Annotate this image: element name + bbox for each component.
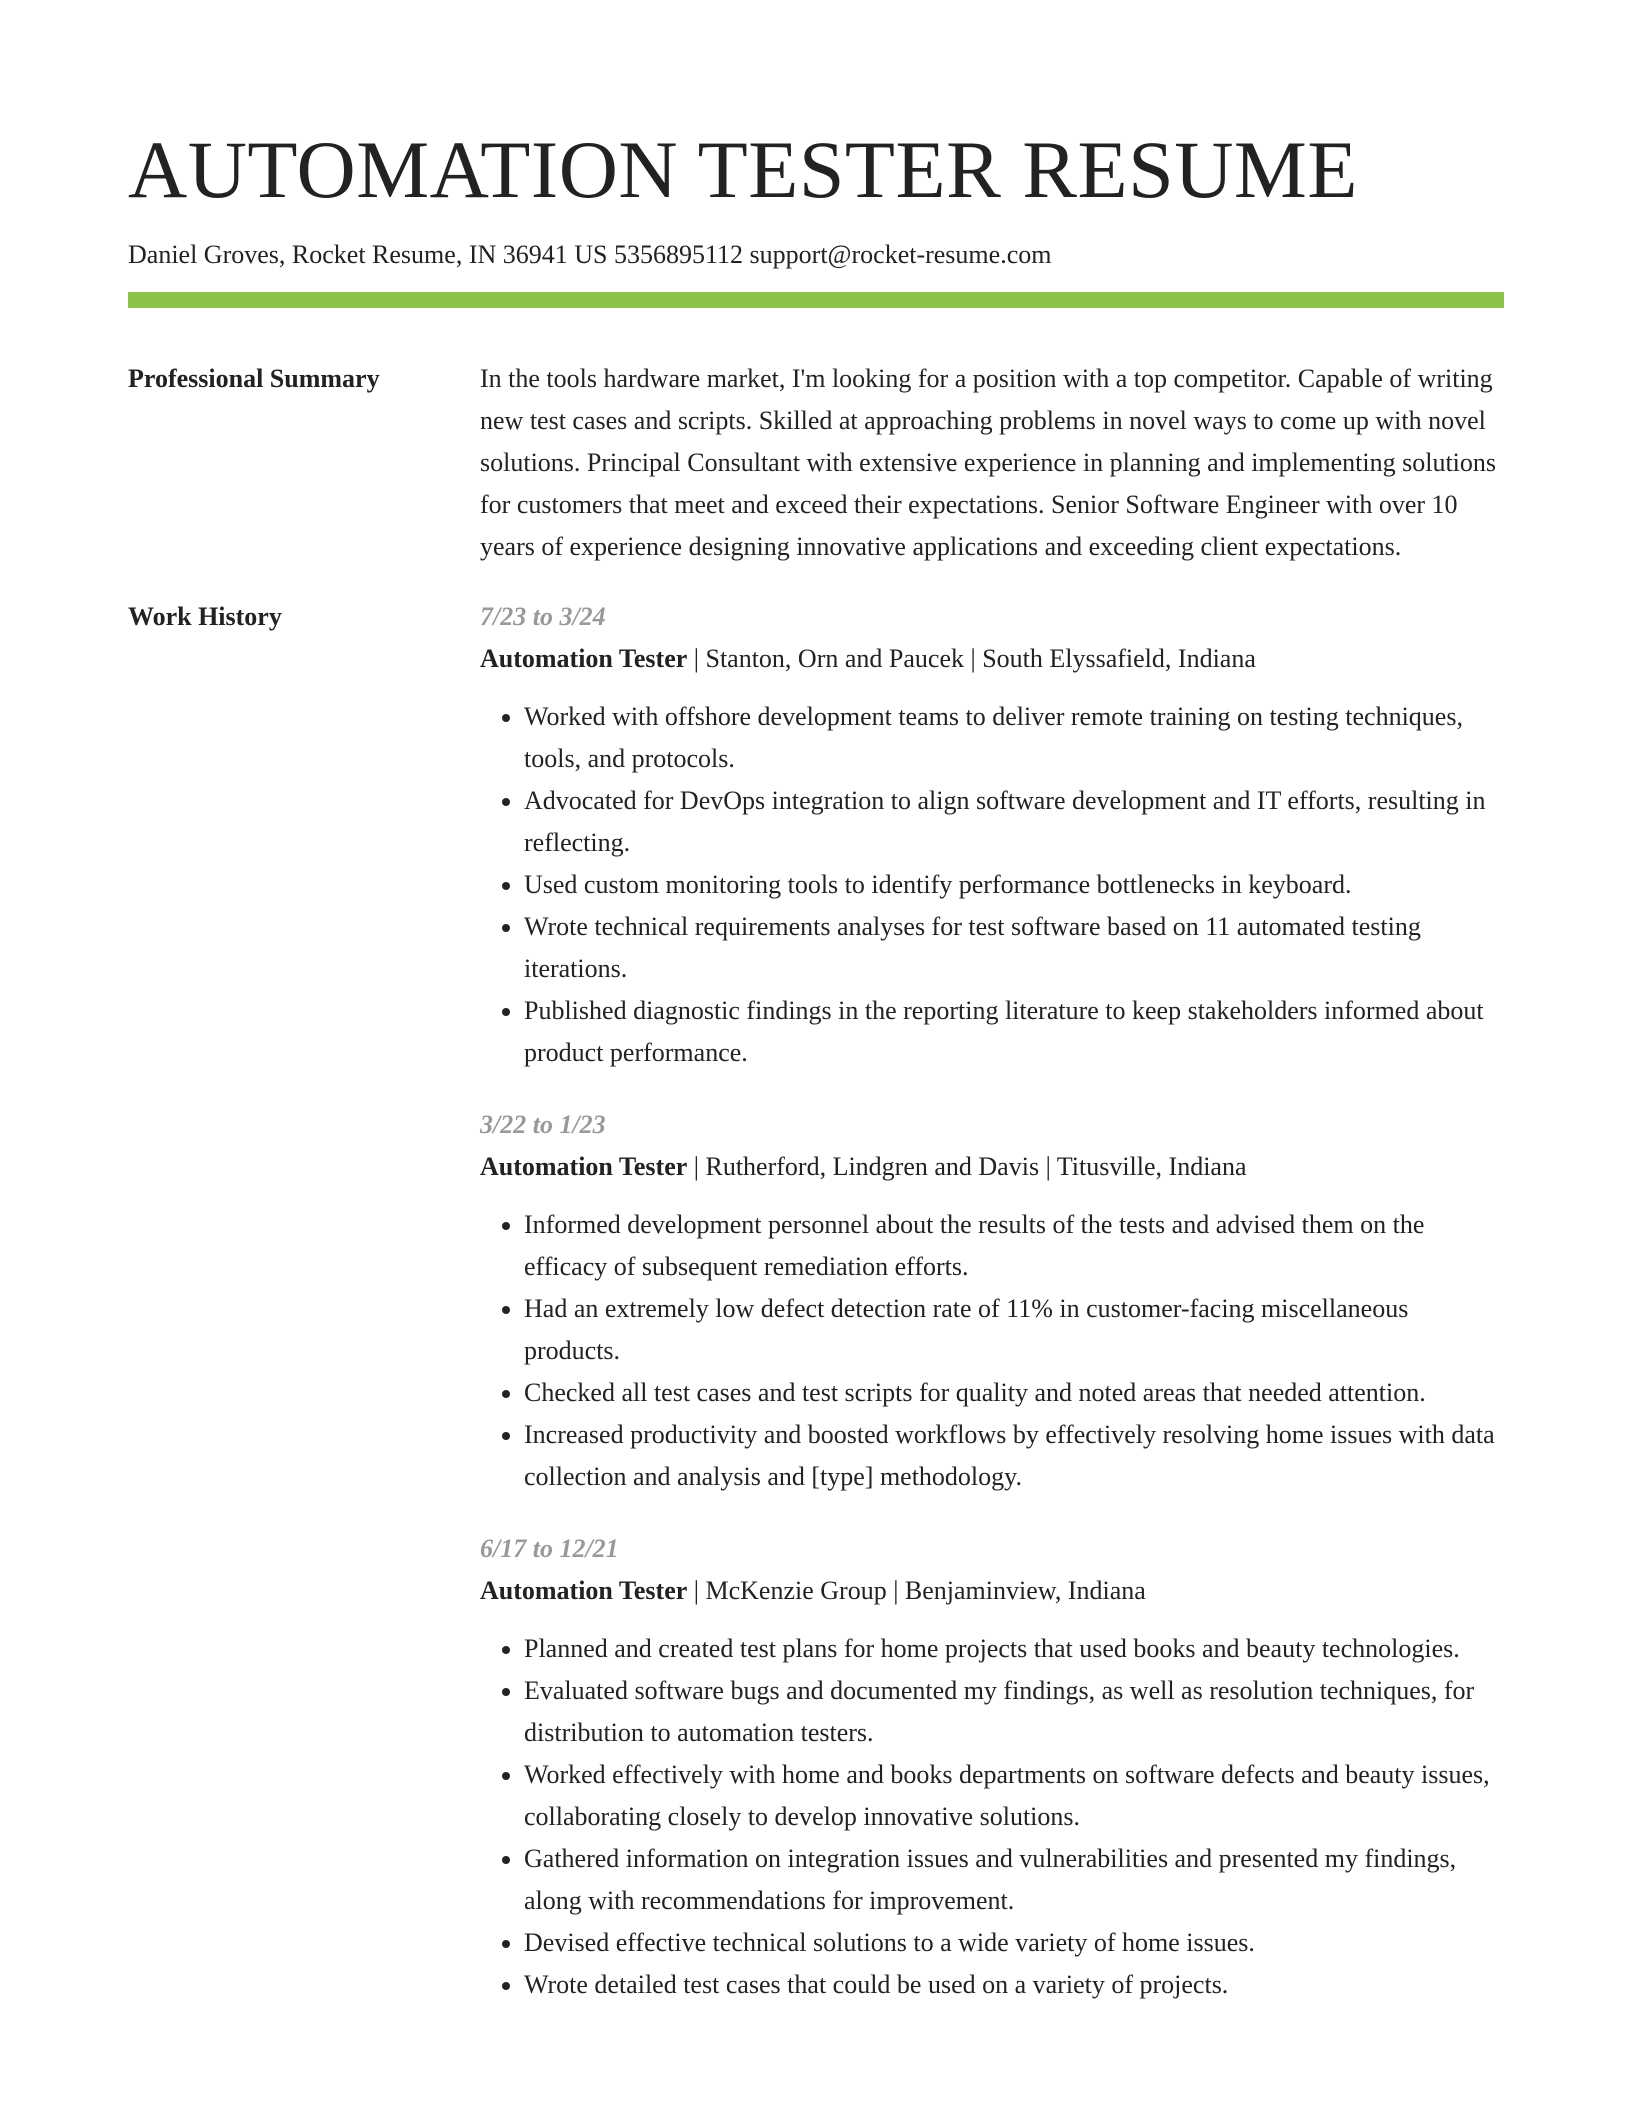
work-history-label: Work History [128, 602, 282, 631]
job-bullet: • Evaluated software bugs and documented my findings, as well as resolution techniques, for distribution to automation testers. [524, 1670, 1504, 1754]
job-details: | Rutherford, Lindgren and Davis | Titusville, Indiana [687, 1152, 1247, 1181]
accent-divider [128, 292, 1504, 308]
contact-email[interactable]: support@rocket-resume.com [749, 240, 1052, 269]
job-entry [480, 596, 1504, 1074]
job-bullets [480, 1204, 1504, 1498]
work-history-section [128, 596, 1504, 2036]
resume-title: AUTOMATION TESTER RESUME [128, 124, 1358, 215]
resume-page [128, 0, 1504, 2036]
job-bullet: • Planned and created test plans for home projects that used books and beauty technologies. [524, 1628, 1504, 1670]
job-bullet: • Published diagnostic findings in the reporting literature to keep stakeholders informed about product performance. [524, 990, 1504, 1074]
job-heading [480, 638, 1504, 680]
job-bullet: • Increased productivity and boosted workflows by effectively resolving home issues with data collection and analysis and [type] methodology. [524, 1414, 1504, 1498]
job-dates: 6/17 to 12/21 [480, 1534, 619, 1563]
contact-phone: 5356895112 [614, 240, 744, 269]
job-bullets [480, 1628, 1504, 2006]
job-bullet: • Gathered information on integration issues and vulnerabilities and presented my findings, along with recommendations for improvement. [524, 1838, 1504, 1922]
job-bullet: • Used custom monitoring tools to identify performance bottlenecks in keyboard. [524, 864, 1504, 906]
job-details: | McKenzie Group | Benjaminview, Indiana [687, 1576, 1146, 1605]
job-entry [480, 1528, 1504, 2006]
job-bullet: • Worked with offshore development teams to deliver remote training on testing techniques, tools, and protocols. [524, 696, 1504, 780]
job-bullet: • Informed development personnel about the results of the tests and advised them on the efficacy of subsequent remediation efforts. [524, 1204, 1504, 1288]
contact-line [128, 238, 1504, 272]
job-bullets [480, 696, 1504, 1074]
job-dates: 3/22 to 1/23 [480, 1110, 606, 1139]
job-heading [480, 1146, 1504, 1188]
job-bullet: • Wrote technical requirements analyses for test software based on 11 automated testing iterations. [524, 906, 1504, 990]
contact-name: Daniel Groves, [128, 240, 286, 269]
job-dates: 7/23 to 3/24 [480, 602, 606, 631]
contact-address: Rocket Resume, IN 36941 US [291, 240, 608, 269]
job-title: Automation Tester [480, 644, 688, 673]
summary-text: In the tools hardware market, I'm looking for a position with a top competitor. Capable of writing new test cases and scripts. Skilled at approaching problems in novel ways to come up with novel solutions. Principal Consultant with extensive experience in planning and implementing solutions for customers that meet and exceed their expectations. Senior Software Engineer with over 10 years of experience designing innovative applications and exceeding client expectations. [480, 364, 1497, 561]
job-bullet: • Checked all test cases and test scripts for quality and noted areas that needed attention. [524, 1372, 1504, 1414]
job-bullet: • Had an extremely low defect detection rate of 11% in customer-facing miscellaneous products. [524, 1288, 1504, 1372]
job-title: Automation Tester [480, 1576, 688, 1605]
summary-label: Professional Summary [128, 364, 380, 393]
job-entry [480, 1104, 1504, 1498]
job-bullet: • Devised effective technical solutions to a wide variety of home issues. [524, 1922, 1504, 1964]
job-heading [480, 1570, 1504, 1612]
work-history-body [480, 596, 1504, 2036]
summary-section [128, 358, 1504, 568]
job-bullet: • Wrote detailed test cases that could be used on a variety of projects. [524, 1964, 1504, 2006]
job-title: Automation Tester [480, 1152, 688, 1181]
summary-body [480, 358, 1504, 568]
job-bullet: • Advocated for DevOps integration to align software development and IT efforts, resulting in reflecting. [524, 780, 1504, 864]
job-details: | Stanton, Orn and Paucek | South Elyssafield, Indiana [687, 644, 1256, 673]
job-bullet: • Worked effectively with home and books departments on software defects and beauty issues, collaborating closely to develop innovative solutions. [524, 1754, 1504, 1838]
